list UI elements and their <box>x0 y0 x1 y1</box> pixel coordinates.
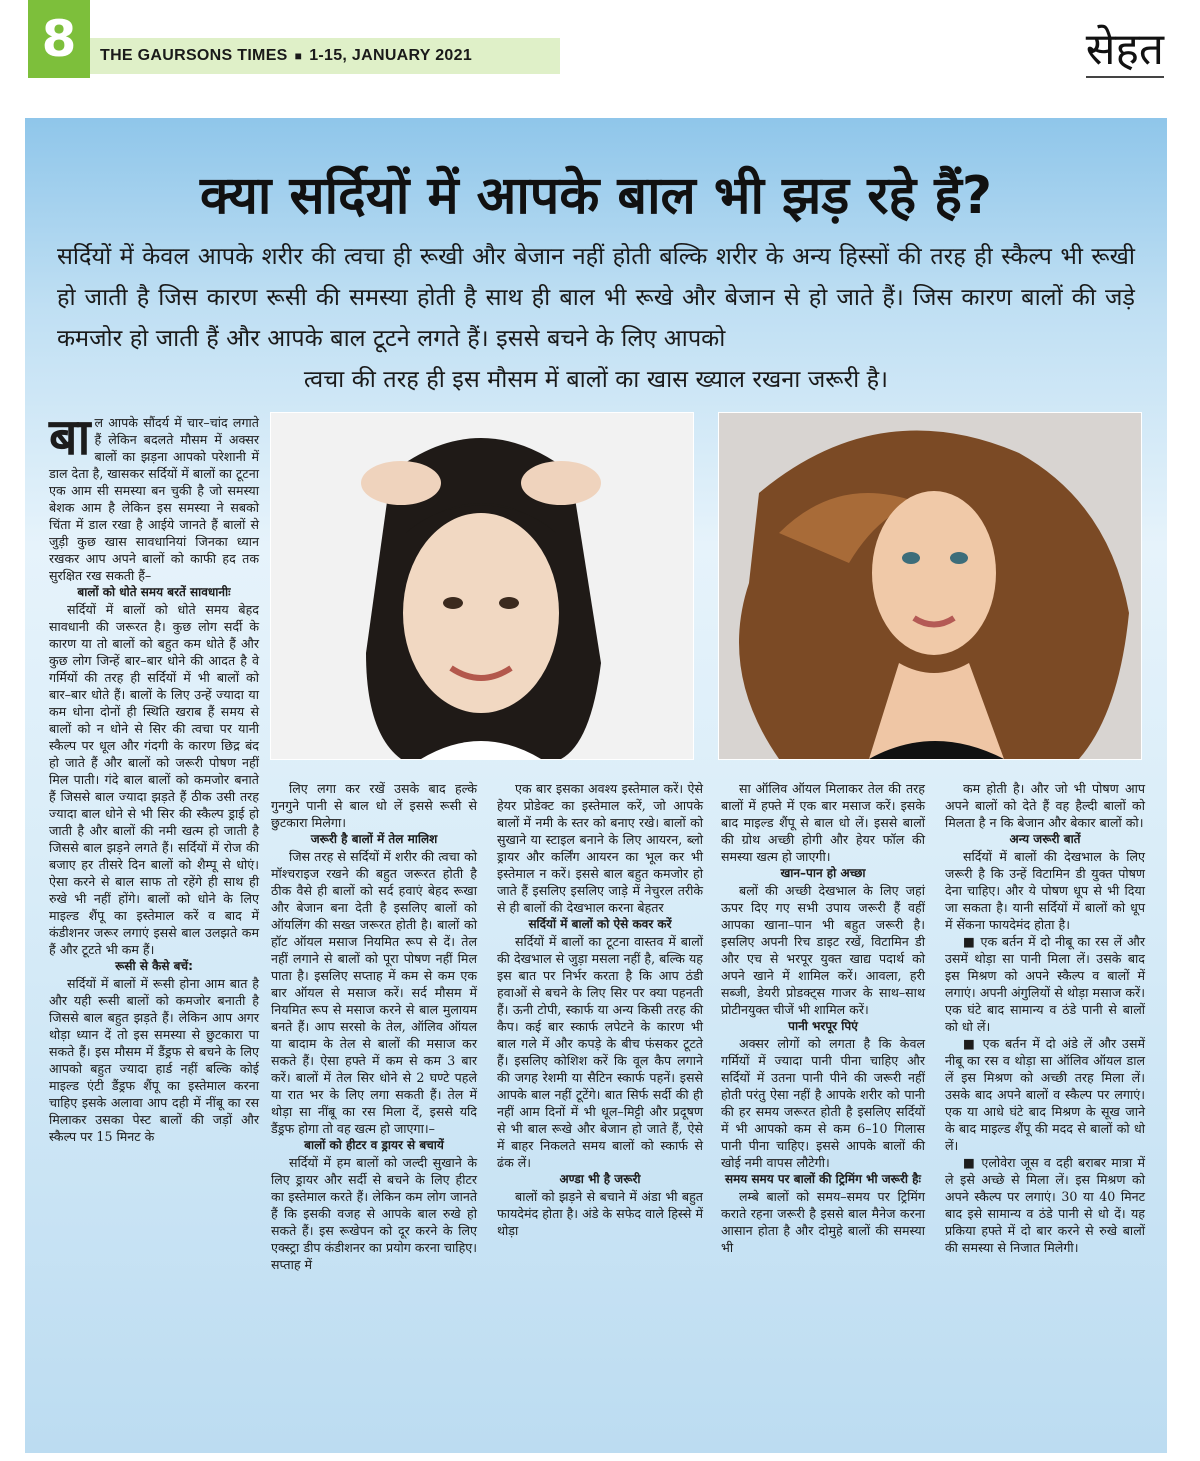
article-panel <box>25 118 1167 1453</box>
column-1 <box>49 408 259 1145</box>
col3-para-1: एक बार इसका अवश्य इस्तेमाल करें। ऐसे हेयर प्रोडेक्ट का इस्तेमाल करें, जो आपके बालों में नमी के स्तर को बनाए रखे। बालों को सुखाने या स्टाइल बनाने के लिए आयरन, ब्लो ड्रायर और कर्लिंग आयरन का भूल कर भी इस्तेमाल न करें। इससे बाल बहुत कमजोर हो जाते हैं इसलिए इसलिए जाड़े में नेचुरल तरीके से ही बालों की देखभाल करना बेहतर <box>497 781 703 915</box>
flowing-hair-photo <box>718 412 1142 760</box>
square-bullet-icon: ■ <box>294 49 303 63</box>
col4-subhead-2: पानी भरपूर पिएं <box>788 1019 858 1033</box>
intro-last-line: त्वचा की तरह ही इस मौसम में बालों का खास ख्याल रखना जरूरी है। <box>303 365 889 393</box>
col2-para-1: लिए लगा कर रखें उसके बाद हल्के गुनगुने पानी से बाल धो लें इससे रूसी से छुटकारा मिलेगा। <box>271 781 477 830</box>
col2-subhead-1: जरूरी है बालों में तेल मालिश <box>310 832 438 846</box>
paper-name: THE GAURSONS TIMES <box>100 47 288 64</box>
col5-para-4: ■ एक बर्तन में दो अंडे लें और उसमें नीबू का रस व थोड़ा सा ऑलिव ऑयल डाल लें इस मिश्रण को अच्छी तरह मिला लें। उसके बाद अपने बालों व स्कैल्प पर लगाएं। एक या आधे घंटे बाद मिश्रण के सूख जाने के बाद माइल्ड शैंपू की मदद से बालों को धो लें। <box>945 1036 1145 1153</box>
woman-flowing-hair-illustration <box>719 413 1141 759</box>
col3-para-3: बालों को झड़ने से बचाने में अंडा भी बहुत फायदेमंद होता है। अंडे के सफेद वाले हिस्से में थोड़ा <box>497 1189 703 1238</box>
col2-para-3: सर्दियों में हम बालों को जल्दी सुखाने के लिए ड्रायर और सर्दी से बचने के लिए हीटर का इस्तेमाल करते हैं। लेकिन कम लोग जानते हैं कि इसकी वजह से आपके बाल रुखे हो सकते हैं। इस रूखेपन को दूर करने के लिए एक्स्ट्रा डीप कंडीशनर का प्रयोग करना चाहिए। सप्ताह में <box>271 1155 477 1272</box>
col2-subhead-2: बालों को हीटर व ड्रायर से बचायें <box>304 1138 444 1152</box>
col5-para-5: ■ एलोवेरा जूस व दही बराबर मात्रा में ले इसे अच्छे से मिला लें। इस मिश्रण को अपने स्कैल्प पर लगाएं। 30 या 40 मिनट बाद इसे सामान्य व ठंडे पानी से धो दें। यह प्रकिया हफ्ते में दो बार करने से रुखे बालों की समस्या से निजात मिलेगी। <box>945 1155 1145 1255</box>
col1-subhead-2: रूसी से कैसे बचें: <box>115 959 193 973</box>
intro-text <box>57 236 1135 400</box>
column-3 <box>497 780 703 1239</box>
col4-para-3: अक्सर लोगों को लगता है कि केवल गर्मियों में ज्यादा पानी पीना चाहिए और सर्दियों में उतना पानी पीने की जरूरी नहीं होती परंतु ऐसा नहीं है आपके शरीर को पानी की हर समय जरूरत होती है इसलिए सर्दियों में भी आपको कम से कम 6–10 गिलास पानी पीना चाहिए। इससे आपके बालों की खोई नमी वापस लौटेगी। <box>721 1036 925 1170</box>
col4-para-4: लम्बे बालों को समय–समय पर ट्रिमिंग कराते रहना जरूरी है इससे बाल मैनेज करना आसान होता है और दोमुहे बालों की समस्या भी <box>721 1189 925 1255</box>
wet-hair-photo <box>270 412 694 760</box>
drop-cap: बा <box>49 408 91 466</box>
col3-subhead-1: सर्दियों में बालों को ऐसे कवर करें <box>528 917 672 931</box>
col4-subhead-1: खान–पान हो अच्छा <box>780 866 866 880</box>
column-4 <box>721 780 925 1256</box>
masthead <box>90 38 560 74</box>
col4-subhead-3: समय समय पर बालों की ट्रिमिंग भी जरूरी हैः <box>725 1172 921 1186</box>
col1-para-3: सर्दियों में बालों में रूसी होना आम बात है और यही रूसी बालों को कमजोर बनाती है जिससे बाल बहुत झड़ते हैं। लेकिन आप अगर थोड़ा ध्यान दें तो इस समस्या से छुटकारा पा सकते हैं। इस मौसम में डैंड्रफ से बचने के लिए आपको बहुत ज्यादा हार्ड नहीं बल्कि कोई माइल्ड एंटी डैंड्रफ शैंपू का इस्तेमाल करना चाहिए इसके अलावा आप दही में नींबू का रस मिलाकर उसका पेस्ट बालों की जड़ों और स्कैल्प पर 15 मिनट के <box>49 976 259 1144</box>
woman-wet-hair-illustration <box>271 413 693 759</box>
intro-body: सर्दियों में केवल आपके शरीर की त्वचा ही रूखी और बेजान नहीं होती बल्कि शरीर के अन्य हिस्सों की तरह ही स्कैल्प भी रूखी हो जाती है जिस कारण रूसी की समस्या होती है साथ ही बाल भी रूखे और बेजान से हो जाते हैं। जिस कारण बालों की जड़े कमजोर हो जाती हैं और आपके बाल टूटने लगते हैं। इससे बचने के लिए आपको <box>57 242 1135 352</box>
section-title: सेहत <box>1086 24 1164 78</box>
col5-para-3: ■ एक बर्तन में दो नीबू का रस लें और उसमें थोड़ा सा पानी मिला लें। उसके बाद इस मिश्रण को अपने स्कैल्प व बालों में लगाएं। अपनी अंगुलियों से थोड़ा मसाज करें। एक घंटे बाद सामान्य व ठंडे पानी से बालों को धो लें। <box>945 934 1145 1034</box>
col1-para-1: ल आपके सौंदर्य में चार–चांद लगाते हैं लेकिन बदलते मौसम में अक्सर बालों का झड़ना आपको परेशानी में डाल देता है, खासकर सर्दियों में बालों का टूटना एक आम सी समस्या बन चुकी है जो समस्या बेशक आम है लेकिन इस समस्या ने सबको चिंता में डाल रखा है आईये जानते हैं बालों से जुड़ी कुछ खास सावधानियां जिनका ध्यान रखकर आप अपने बालों को काफी हद तक सुरक्षित रख सकती हैं– <box>49 415 259 583</box>
col2-para-2: जिस तरह से सर्दियों में शरीर की त्वचा को मॉश्चराइज रखने की बहुत जरूरत होती है ठीक वैसे ही बालों को सर्द हवाएं बेहद रूखा और बेजान बना देती है इसलिए बालों को ऑयलिंग की सख्त जरूरत होती है। बालों को हॉट ऑयल मसाज नियमित रूप से दें। तेल नहीं लगाने से बालों को पूरा पोषण नहीं मिल पाता है। इसलिए सप्ताह में कम से कम एक बार ऑयल से मसाज करें। सर्द मौसम में नियमित रूप से मसाज करने से बाल मुलायम बनते हैं। आप सरसो के तेल, ऑलिव ऑयल या बादाम के तेल से बालों की मसाज कर सकते हैं। ऐसा हफ्ते में कम से कम 3 बार करें। बालों में तेल सिर धोने से 2 घण्टे पहले या रात भर के लिए लगा सकती हैं। तेल में थोड़ा सा नींबू का रस मिला दें, इससे यदि डैंड्रफ होगा तो वह खत्म हो जाएगा।– <box>271 849 477 1136</box>
col1-para-2: सर्दियों में बालों को धोते समय बेहद सावधानी की जरूरत है। कुछ लोग सर्दी के कारण या तो बालों को बहुत कम धोते हैं और कुछ लोग जिन्हें बार–बार धोने की आदत है वे गर्मियों की तरह ही सर्दियों में भी बालों को बार–बार धोते हैं। बालों के लिए उन्हें ज्यादा या कम धोना दोनों ही स्थिति खराब हैं समय से बालों को न धोने से सिर की त्वचा पर यानी स्कैल्प पर धूल और गंदगी के कारण छिद्र बंद हो जाते हैं और बालों को जरूरी पोषण नहीं मिल पाती। गंदे बाल बालों को कमजोर बनाते हैं जिससे बाल ज्यादा झड़ते हैं ठीक उसी तरह ज्यादा बाल धोने से भी सिर की स्कैल्प ड्राई हो जाती है और बालों की नमी खत्म हो जाती है जिससे बाल झड़ने लगते हैं। सर्दियों में रोज की बजाए हर तीसरे दिन बालों को शैम्पू से धोएं। ऐसा करने से बाल साफ तो रहेंगे ही साथ ही रुखे भी नहीं होंगे। बालों को धोने के लिए माइल्ड शैंपू का इस्तेमाल करें व बाद में कंडीशनर जरूर लगाएं इससे बाल उलझते कम हैं और टूटते भी कम हैं। <box>49 602 259 957</box>
col5-para-1: कम होती है। और जो भी पोषण आप अपने बालों को देते हैं वह हैल्दी बालों को मिलता है न कि बेजान और बेकार बालों को। <box>945 781 1145 830</box>
headline: क्या सर्दियों में आपके बाल भी झड़ रहे हैं? <box>199 166 993 226</box>
col4-para-2: बलों की अच्छी देखभाल के लिए जहां ऊपर दिए गए सभी उपाय जरूरी हैं वहीं आपका खाना–पान भी बहुत जरूरी है। इसलिए अपनी रिच डाइट रखें, विटामिन डी और एच से भरपूर युक्त खाद्य पदार्थ को अपने खाने में शामिल करें। आवला, हरी सब्जी, डेयरी प्रोडक्ट्स गाजर के साथ–साथ प्रोटीनयुक्त चीजें भी शामिल करें। <box>721 883 925 1017</box>
issue-date: 1-15, JANUARY 2021 <box>309 47 473 64</box>
page-number-badge: 8 <box>28 0 90 78</box>
col5-para-2: सर्दियों में बालों की देखभाल के लिए जरूरी है कि उन्हें विटामिन डी युक्त पोषण देना चाहिए। और ये पोषण धूप से भी दिया जा सकता है। यानी सर्दियों में बालों को धूप में सेंकना फायदेमंद होता है। <box>945 849 1145 932</box>
col1-subhead-1: बालों को धोते समय बरतें सावधानीः <box>77 585 231 599</box>
col4-para-1: सा ऑलिव ऑयल मिलाकर तेल की तरह बालों में हफ्ते में एक बार मसाज करें। इसके बाद माइल्ड शैंपू से बाल धो लें। इससे बालों की ग्रोथ अच्छी होगी और हेयर फॉल की समस्या खत्म हो जाएगी। <box>721 781 925 864</box>
column-5 <box>945 780 1145 1256</box>
col5-subhead-1: अन्य जरूरी बातें <box>1009 832 1081 846</box>
col3-subhead-2: अण्डा भी है जरूरी <box>559 1172 641 1186</box>
column-2 <box>271 780 477 1273</box>
col3-para-2: सर्दियों में बालों का टूटना वास्तव में बालों की देखभाल से जुड़ा मसला नहीं है, बल्कि यह इस बात पर निर्भर करता है कि आप ठंडी हवाओं से बचने के लिए सिर पर क्या पहनती हैं। ऊनी टोपी, स्कार्फ या अन्य किसी तरह की कैप। कई बार स्कार्फ लपेटने के कारण भी बाल गले में और कपड़े के बीच फंसकर टूटते हैं। इसलिए कोशिश करें कि वूल कैप लगाने की जगह रेशमी या सैटिन स्कार्फ पहनें। इससे आपके बाल नहीं टूटेंगे। बात सिर्फ सर्दी की ही नहीं आम दिनों में भी धूल–मिट्टी और प्रदूषण से भी बाल रूखे और बेजान हो जाते हैं, ऐसे में बाहर निकलते समय बालों को स्कार्फ से ढंक लें। <box>497 934 703 1170</box>
